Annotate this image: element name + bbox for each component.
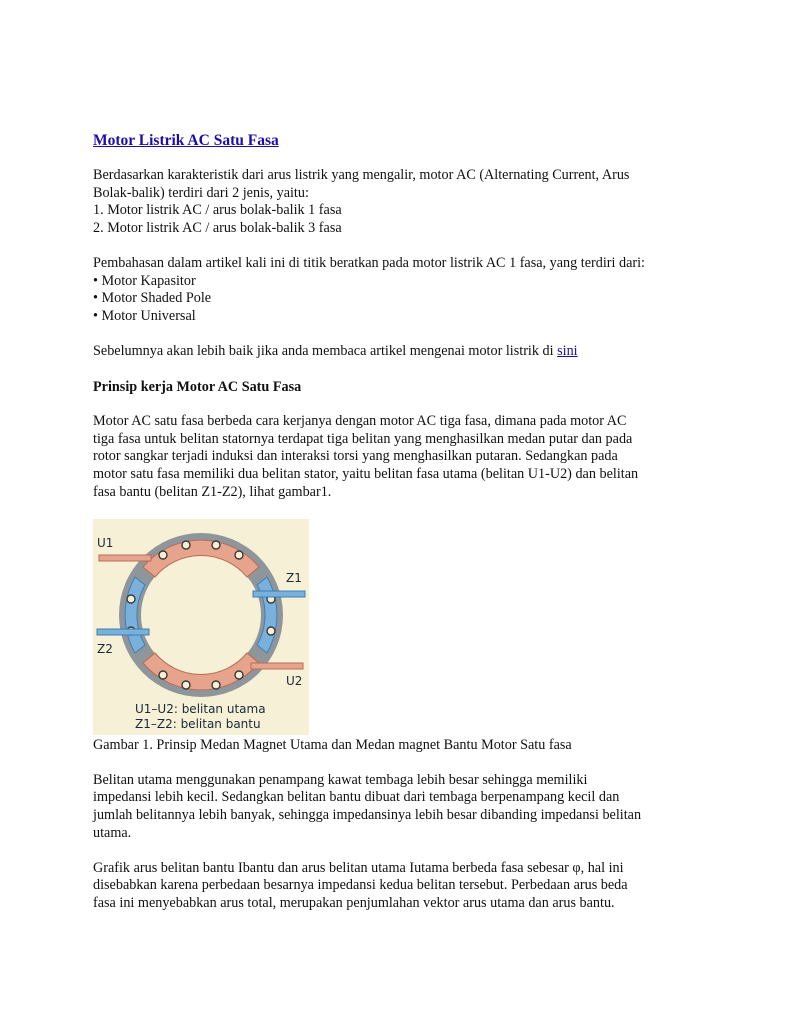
lead-u2 xyxy=(251,663,303,669)
impedance-paragraph xyxy=(93,772,733,842)
legend-aux: Z1–Z2: belitan bantu xyxy=(135,716,261,731)
label-z2: Z2 xyxy=(97,641,113,656)
label-u1: U1 xyxy=(97,535,114,550)
section-heading: Prinsip kerja Motor AC Satu Fasa xyxy=(93,379,302,396)
principle-paragraph xyxy=(93,413,733,501)
intro-list-item: 2. Motor listrik AC / arus bolak-balik 3 fasa xyxy=(93,219,342,236)
reference-text: Sebelumnya akan lebih baik jika anda membaca artikel mengenai motor listrik di xyxy=(93,342,558,359)
graph-line: disebabkan karena perbedaan besarnya impedansi kedua belitan tersebut. Perbedaan arus beda xyxy=(93,877,628,894)
legend-main: U1–U2: belitan utama xyxy=(135,701,266,716)
principle-line: Motor AC satu fasa berbeda cara kerjanya dengan motor AC tiga fasa, dimana pada motor AC xyxy=(93,413,627,430)
intro-paragraph xyxy=(93,167,733,237)
figure-caption: Gambar 1. Prinsip Medan Magnet Utama dan Medan magnet Bantu Motor Satu fasa xyxy=(93,736,572,753)
reference-paragraph xyxy=(93,343,733,361)
intro-line: Berdasarkan karakteristik dari arus listrik yang mengalir, motor AC (Alternating Current, Arus xyxy=(93,167,630,183)
article-title xyxy=(93,131,733,151)
principle-line: tiga fasa untuk belitan statornya terdapat tiga belitan yang menghasilkan medan putar dan pada xyxy=(93,430,633,447)
types-lead: Pembahasan dalam artikel kali ini di titik beratkan pada motor listrik AC 1 fasa, yang terdiri dari: xyxy=(93,254,645,271)
impedance-line: Belitan utama menggunakan penampang kawat tembaga lebih besar sehingga memiliki xyxy=(93,771,588,788)
label-z1: Z1 xyxy=(286,570,302,585)
motor-winding-figure xyxy=(93,519,309,735)
bullet-item-kapasitor: • Motor Kapasitor xyxy=(93,272,196,289)
bullet-item-universal: • Motor Universal xyxy=(93,307,196,324)
bullet-item-shaded-pole: • Motor Shaded Pole xyxy=(93,290,212,307)
graph-paragraph xyxy=(93,860,733,913)
principle-line: motor satu fasa memiliki dua belitan stator, yaitu belitan fasa utama (belitan U1-U2) dan belitan xyxy=(93,465,639,482)
intro-list-item: 1. Motor listrik AC / arus bolak-balik 1 fasa xyxy=(93,202,342,219)
lead-z1 xyxy=(253,591,305,597)
label-u2: U2 xyxy=(286,673,303,688)
article-title-link[interactable]: Motor Listrik AC Satu Fasa xyxy=(93,132,279,149)
lead-u1 xyxy=(99,555,151,561)
principle-line: fasa bantu (belitan Z1-Z2), lihat gambar1. xyxy=(93,483,332,500)
impedance-line: jumlah belitannya lebih banyak, sehingga impedansinya lebih besar dibanding impedansi belitan xyxy=(93,807,642,824)
principle-line: rotor sangkar terjadi induksi dan interaksi torsi yang menghasilkan putaran. Sedangkan pada xyxy=(93,448,618,465)
types-paragraph xyxy=(93,255,733,325)
intro-line: Bolak-balik) terdiri dari 2 jenis, yaitu: xyxy=(93,184,309,201)
graph-line: Grafik arus belitan bantu Ibantu dan arus belitan utama Iutama berbeda fasa sebesar φ, hal ini xyxy=(93,859,624,876)
stator-diagram xyxy=(93,519,309,735)
article-body xyxy=(93,131,733,930)
impedance-line: impedansi lebih kecil. Sedangkan belitan bantu dibuat dari tembaga berpenampang kecil dan xyxy=(93,789,620,806)
lead-z2 xyxy=(97,629,149,635)
graph-line: fasa ini menyebabkan arus total, merupakan penjumlahan vektor arus utama dan arus bantu. xyxy=(93,895,615,912)
impedance-line: utama. xyxy=(93,824,132,841)
reference-link[interactable]: sini xyxy=(557,342,578,359)
